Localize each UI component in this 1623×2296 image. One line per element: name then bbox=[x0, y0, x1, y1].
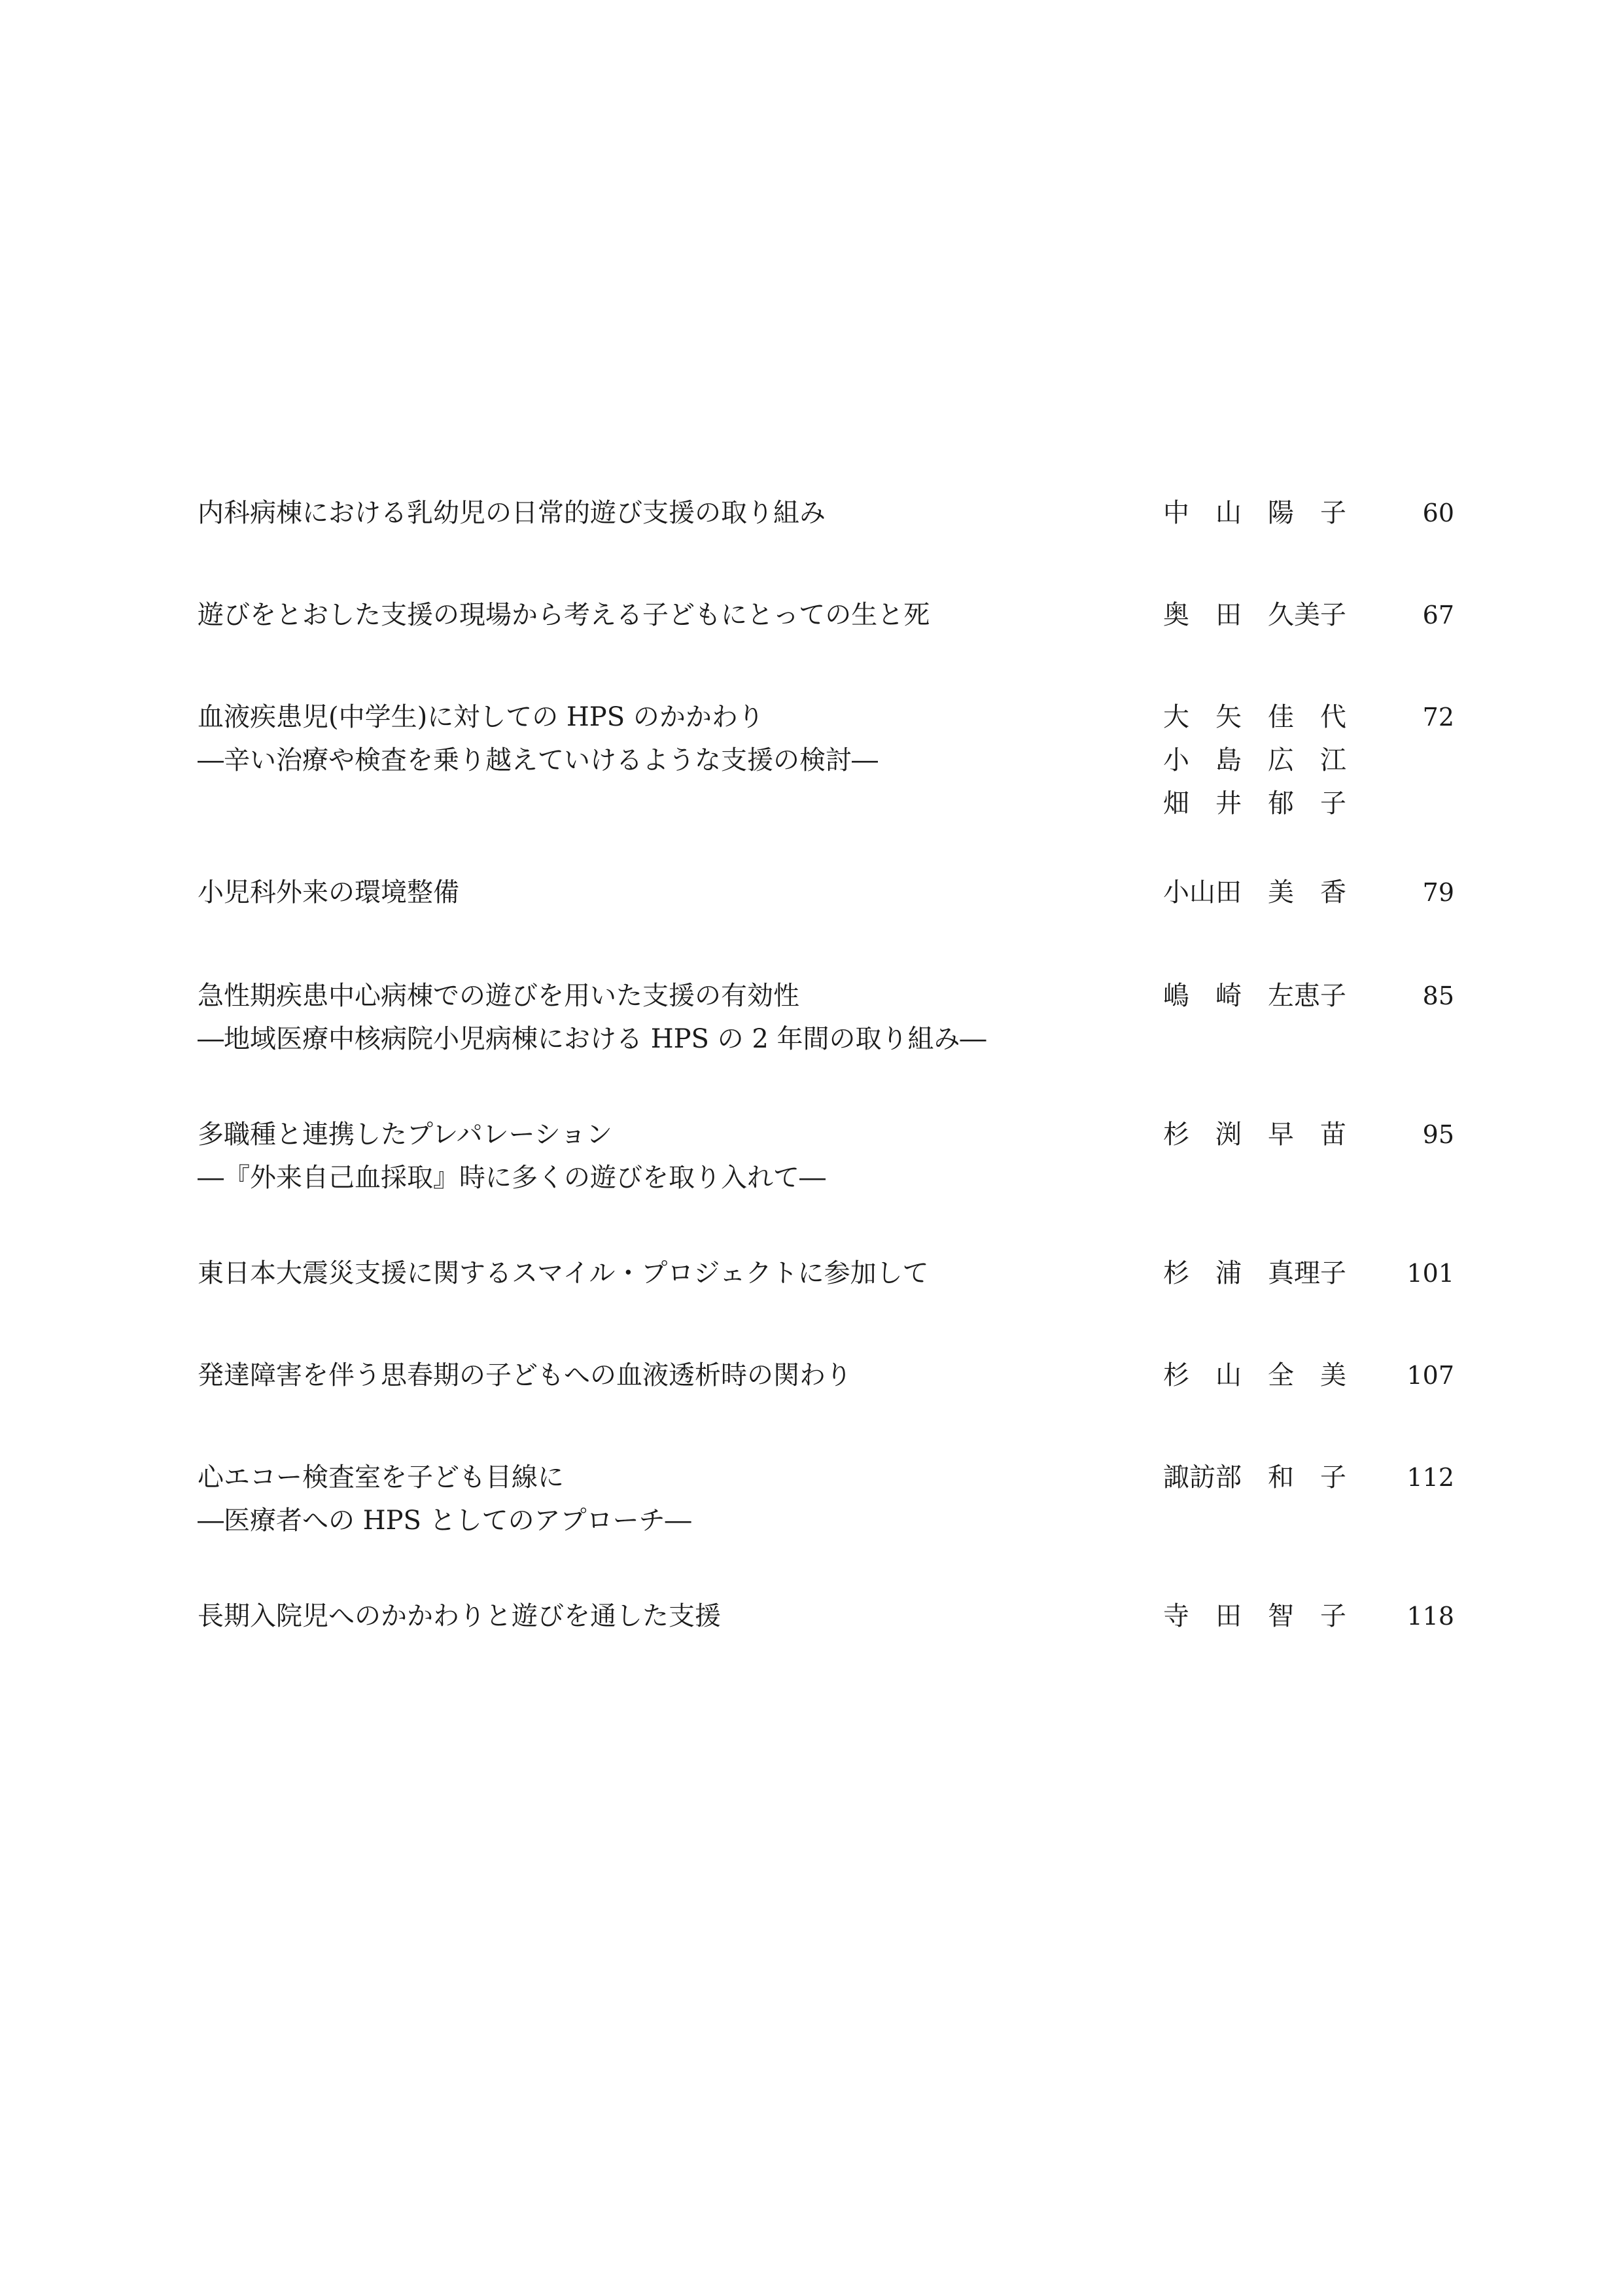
entry-subtitle: ―辛い治療や検査を乗り越えていけるような支援の検討― bbox=[198, 745, 878, 775]
entry-page-number: 79 bbox=[1422, 878, 1454, 907]
entry-author: 杉 山 全 美 bbox=[1163, 1360, 1346, 1390]
entry-page-number: 95 bbox=[1422, 1120, 1454, 1149]
toc-line bbox=[0, 593, 1623, 637]
entry-author: 畑 井 郁 子 bbox=[1163, 788, 1346, 819]
toc-line bbox=[0, 1455, 1623, 1500]
entry-author: 中 山 陽 子 bbox=[1163, 498, 1346, 528]
entry-title: 東日本大震災支援に関するスマイル・プロジェクトに参加して bbox=[198, 1258, 929, 1288]
toc-line bbox=[0, 1594, 1623, 1638]
toc-line bbox=[0, 1112, 1623, 1157]
entry-subtitle: ―地域医療中核病院小児病棟における HPS の 2 年間の取り組み― bbox=[198, 1024, 986, 1054]
entry-author: 杉 渕 早 苗 bbox=[1163, 1120, 1346, 1150]
entry-title: 急性期疾患中心病棟での遊びを用いた支援の有効性 bbox=[198, 981, 799, 1011]
toc-line bbox=[0, 738, 1623, 783]
toc-line bbox=[0, 974, 1623, 1018]
entry-page-number: 60 bbox=[1422, 499, 1454, 527]
entry-author: 奥 田 久美子 bbox=[1163, 600, 1346, 630]
entry-author: 諏訪部 和 子 bbox=[1163, 1462, 1346, 1492]
entry-page-number: 85 bbox=[1422, 981, 1454, 1010]
entry-page-number: 107 bbox=[1406, 1361, 1454, 1390]
entry-subtitle: ―医療者への HPS としてのアプローチ― bbox=[198, 1506, 691, 1536]
entry-page-number: 112 bbox=[1406, 1463, 1454, 1492]
entry-author: 寺 田 智 子 bbox=[1163, 1601, 1346, 1631]
entry-page-number: 67 bbox=[1422, 601, 1454, 629]
entry-title: 遊びをとおした支援の現場から考える子どもにとっての生と死 bbox=[198, 600, 930, 630]
toc-line bbox=[0, 1017, 1623, 1061]
entry-title: 小児科外来の環境整備 bbox=[198, 877, 459, 908]
toc-line bbox=[0, 1251, 1623, 1296]
entry-page-number: 118 bbox=[1406, 1602, 1454, 1631]
toc-line bbox=[0, 695, 1623, 739]
entry-title: 発達障害を伴う思春期の子どもへの血液透析時の関わり bbox=[198, 1360, 852, 1390]
entry-author: 小山田 美 香 bbox=[1163, 877, 1346, 908]
entry-title: 長期入院児へのかかわりと遊びを通した支援 bbox=[198, 1601, 721, 1631]
entry-page-number: 101 bbox=[1406, 1259, 1454, 1288]
toc-line bbox=[0, 870, 1623, 915]
entry-page-number: 72 bbox=[1422, 703, 1454, 732]
toc-line bbox=[0, 1353, 1623, 1398]
entry-title: 心エコー検査室を子ども目線に bbox=[198, 1462, 564, 1492]
entry-subtitle: ―『外来自己血採取』時に多くの遊びを取り入れて― bbox=[198, 1163, 826, 1193]
entry-author: 杉 浦 真理子 bbox=[1163, 1258, 1346, 1288]
entry-author: 嶋 崎 左恵子 bbox=[1163, 981, 1346, 1011]
entry-title: 内科病棟における乳幼児の日常的遊び支援の取り組み bbox=[198, 498, 826, 528]
entry-title: 血液疾患児(中学生)に対しての HPS のかかわり bbox=[198, 702, 764, 732]
toc-line bbox=[0, 1156, 1623, 1200]
toc-line bbox=[0, 1498, 1623, 1543]
entry-author: 小 島 広 江 bbox=[1163, 745, 1346, 775]
toc-line bbox=[0, 781, 1623, 826]
entry-title: 多職種と連携したプレパレーション bbox=[198, 1120, 612, 1150]
toc-line bbox=[0, 491, 1623, 535]
entry-author: 大 矢 佳 代 bbox=[1163, 702, 1346, 732]
